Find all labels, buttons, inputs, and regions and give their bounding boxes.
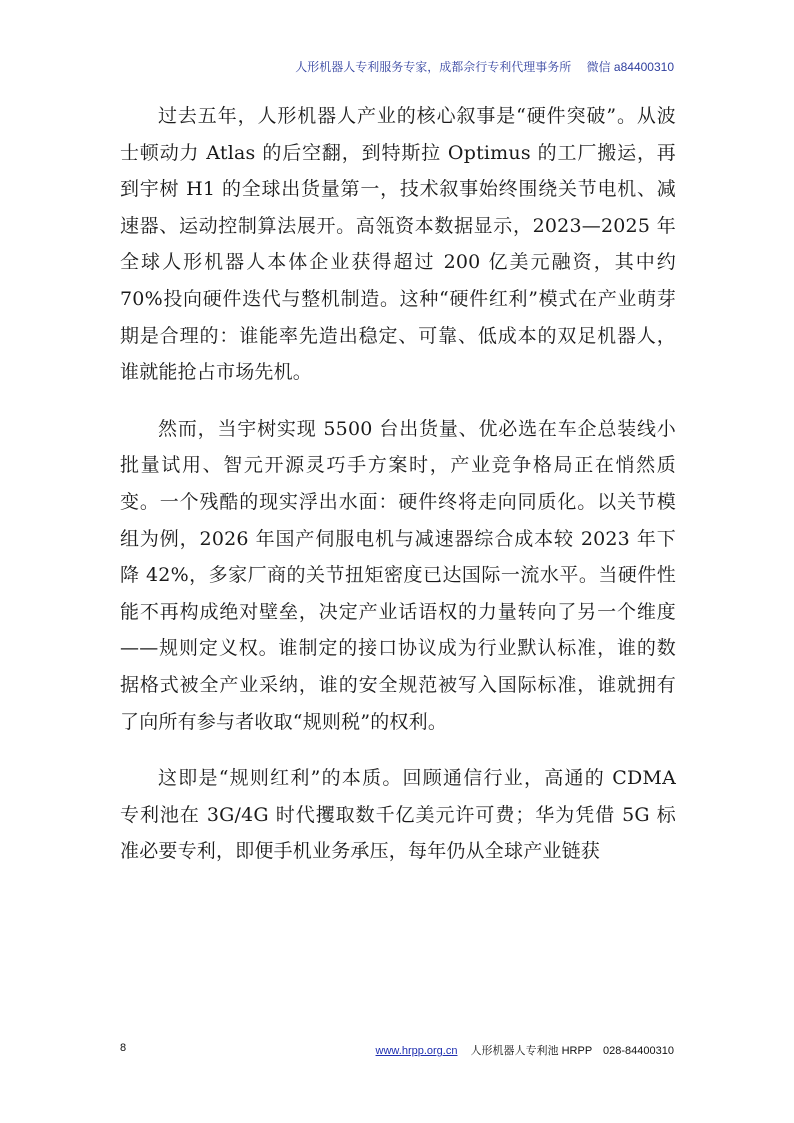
pool-name: 人形机器人专利池 HRPP — [470, 1045, 592, 1057]
footer-info — [376, 1042, 674, 1058]
page-number: 8 — [120, 1042, 127, 1054]
document-body — [120, 98, 676, 890]
page-header — [295, 58, 674, 75]
body-paragraph: 过去五年，人形机器人产业的核心叙事是“硬件突破”。从波士顿动力 Atlas 的后空翻，到特斯拉 Optimus 的工厂搬运，再到宇树 H1 的全球出货量第一，技术叙事始终围绕关节电机、减速器、运动控制算法展开。高瓴资本数据显示，2023—2025 年全球人形机器人本体企业获得超过 200 亿美元融资，其中约 70%投向硬件迭代与整机制造。这种“硬件红利”模式在产业萌芽期是合理的：谁能率先造出稳定、可靠、低成本的双足机器人，谁就能抢占市场先机。 — [120, 105, 676, 384]
header-wechat: 微信 a84400310 — [586, 60, 674, 74]
body-paragraph: 然而，当宇树实现 5500 台出货量、优必选在车企总装线小批量试用、智元开源灵巧手方案时，产业竞争格局正在悄然质变。一个残酷的现实浮出水面：硬件终将走向同质化。以关节模组为例，2026 年国产伺服电机与减速器综合成本较 2023 年下降 42%，多家厂商的关节扭矩密度已达国际一流水平。当硬件性能不再构成绝对壁垒，决定产业话语权的力量转向了另一个维度——规则定义权。谁制定的接口协议成为行业默认标准，谁的数据格式被全产业采纳，谁的安全规范被写入国际标准，谁就拥有了向所有参与者收取“规则税”的权利。 — [120, 417, 676, 733]
footer-phone: 028-84400310 — [603, 1045, 674, 1057]
body-paragraph: 这即是“规则红利”的本质。回顾通信行业，高通的 CDMA 专利池在 3G/4G 时代攫取数千亿美元许可费；华为凭借 5G 标准必要专利，即便手机业务承压，每年仍从全球产业链获 — [120, 767, 676, 863]
header-tagline: 人形机器人专利服务专家，成都佘行专利代理事务所 — [295, 60, 572, 74]
website-link[interactable]: www.hrpp.org.cn — [375, 1045, 458, 1057]
